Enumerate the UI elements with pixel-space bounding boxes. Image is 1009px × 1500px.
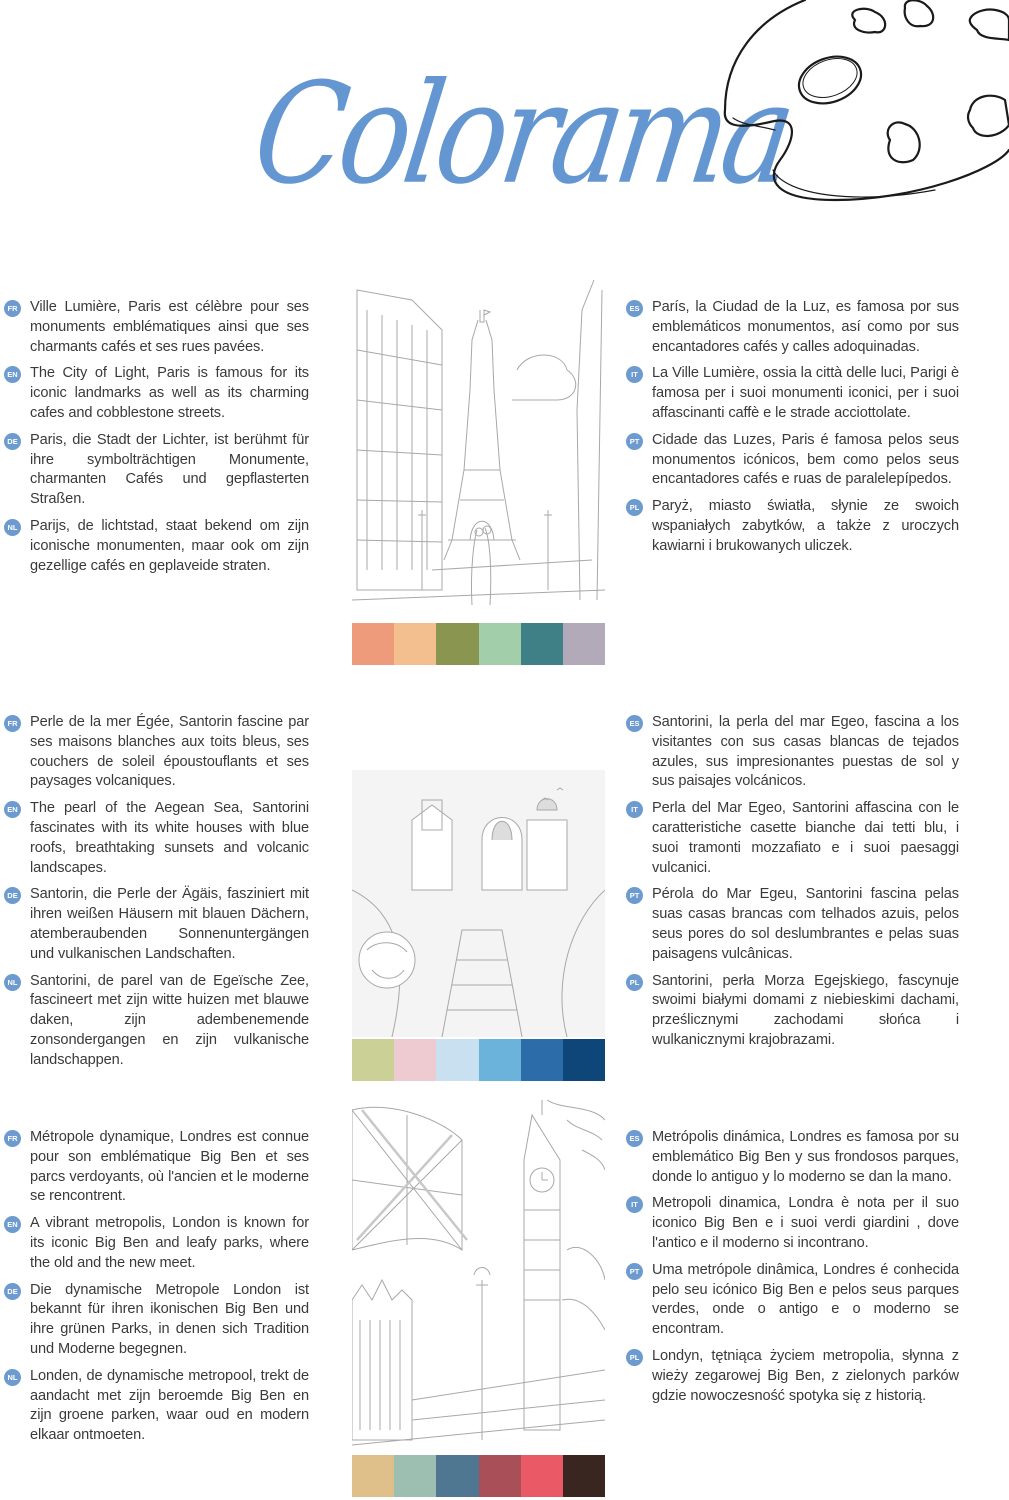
text-column-right	[626, 713, 959, 1058]
description-text: Santorini, perła Morza Egejskiego, fascynuje swoimi białymi domami z niebieskimi dachami, prześlicznymi zachodami słońca i wulkanicznymi krajobrazami.	[652, 972, 959, 1048]
header	[0, 0, 1009, 260]
painter-palette-icon	[715, 0, 1009, 205]
description-entry	[626, 298, 959, 357]
color-swatch	[436, 1039, 478, 1081]
description-text: Perle de la mer Égée, Santorin fascine par ses maisons blanches aux toits bleus, ses couchers de soleil époustouflants et ses paysages volcaniques.	[30, 714, 309, 790]
language-badge-nl: NL	[4, 519, 21, 536]
color-swatch	[436, 623, 478, 665]
description-text: La Ville Lumière, ossia la città delle luci, Parigi è famosa per i suoi monumenti iconici, per i suoi affascinanti caffè e le strade acciottolate.	[652, 365, 959, 421]
color-swatch	[394, 623, 436, 665]
description-text: Pérola do Mar Egeu, Santorini fascina pelas suas casas brancas com telhados azuis, pelos seus pores do sol deslumbrantes e pelas suas paisagens vulcânicas.	[652, 886, 959, 962]
language-badge-es: ES	[626, 1130, 643, 1147]
description-entry	[626, 431, 959, 490]
description-text: Die dynamische Metropole London ist bekannt für ihren ikonischen Big Ben und ihre grünen Parks, in denen sich Tradition und Moderne begegnen.	[30, 1281, 309, 1357]
language-badge-it: IT	[626, 801, 643, 818]
text-column-left	[4, 298, 309, 583]
description-entry	[626, 364, 959, 423]
language-badge-de: DE	[4, 1283, 21, 1300]
language-badge-nl: NL	[4, 1369, 21, 1386]
color-swatch	[479, 1039, 521, 1081]
color-swatch	[563, 623, 605, 665]
language-badge-en: EN	[4, 1216, 21, 1233]
color-swatch	[394, 1039, 436, 1081]
description-entry	[626, 1261, 959, 1340]
description-text: París, la Ciudad de la Luz, es famosa por sus emblemáticos monumentos, así como por sus encantadores cafés y calles adoquinadas.	[652, 299, 959, 355]
color-swatch	[352, 623, 394, 665]
language-badge-en: EN	[4, 801, 21, 818]
language-badge-de: DE	[4, 887, 21, 904]
description-text: A vibrant metropolis, London is known for its iconic Big Ben and leafy parks, where the old and the new meet.	[30, 1215, 309, 1271]
language-badge-pl: PL	[626, 974, 643, 991]
big-ben-union-jack-illustration	[352, 1100, 605, 1452]
color-swatches	[352, 1455, 605, 1497]
language-badge-es: ES	[626, 300, 643, 317]
santorini-village-illustration	[352, 690, 605, 1037]
color-swatch	[394, 1455, 436, 1497]
brand-logo: Colorama	[245, 52, 800, 215]
text-column-left	[4, 1128, 309, 1453]
color-swatches	[352, 623, 605, 665]
language-badge-it: IT	[626, 1196, 643, 1213]
language-badge-pl: PL	[626, 1349, 643, 1366]
color-swatch	[521, 623, 563, 665]
description-entry	[626, 497, 959, 556]
description-text: Paryż, miasto światła, słynie ze swoich wspaniałych zabytków, a także z uroczych kawiarni i brukowanych uliczek.	[652, 498, 959, 554]
description-entry	[4, 364, 309, 423]
color-swatch	[436, 1455, 478, 1497]
text-column-right	[626, 298, 959, 564]
description-entry	[626, 972, 959, 1051]
color-swatch	[521, 1455, 563, 1497]
language-badge-it: IT	[626, 366, 643, 383]
text-column-right	[626, 1128, 959, 1413]
color-swatch	[479, 623, 521, 665]
description-entry	[4, 885, 309, 964]
language-badge-fr: FR	[4, 300, 21, 317]
description-text: Uma metrópole dinâmica, Londres é conhecida pelo seu icónico Big Ben e pelos seus parques verdes, onde o antigo e o moderno se encontram.	[652, 1261, 959, 1338]
color-swatch	[521, 1039, 563, 1081]
description-entry	[4, 713, 309, 792]
description-entry	[626, 885, 959, 964]
description-text: Métropole dynamique, Londres est connue pour son emblématique Big Ben et ses parcs verdoyants, où l'ancien et le moderne se rencontrent.	[30, 1129, 309, 1205]
description-text: Londen, de dynamische metropool, trekt de aandacht met zijn beroemde Big Ben en zijn groene parken, waar oud en modern elkaar ontmoeten.	[30, 1367, 309, 1444]
description-text: Ville Lumière, Paris est célèbre pour ses monuments emblématiques ainsi que ses charmants cafés et ses rues pavées.	[30, 299, 309, 355]
description-entry	[626, 1128, 959, 1187]
language-badge-pt: PT	[626, 433, 643, 450]
description-entry	[4, 1281, 309, 1360]
description-text: Santorin, die Perle der Ägäis, fasziniert mit ihren weißen Häusern mit blauen Dächern, atemberaubenden Sonnenuntergängen und vulkanischen Landschaften.	[30, 886, 309, 962]
description-entry	[626, 1347, 959, 1406]
description-text: Londyn, tętniąca życiem metropolia, słynna z wieży zegarowej Big Ben, z zielonych parków gdzie nowoczesność spotyka się z historią.	[652, 1347, 959, 1404]
description-entry	[626, 799, 959, 878]
language-badge-nl: NL	[4, 974, 21, 991]
description-entry	[4, 1367, 309, 1446]
description-text: Paris, die Stadt der Lichter, ist berühmt für ihre symbolträchtigen Monumente, charmanten Cafés und gepflasterten Straßen.	[30, 431, 309, 508]
text-column-left	[4, 713, 309, 1078]
description-text: Cidade das Luzes, Paris é famosa pelos seus monumentos icónicos, bem como pelos seus encantadores cafés e ruas de paralelepípedos.	[652, 431, 959, 488]
color-swatch	[563, 1455, 605, 1497]
language-badge-es: ES	[626, 715, 643, 732]
language-badge-pt: PT	[626, 1263, 643, 1280]
description-text: The pearl of the Aegean Sea, Santorini fascinates with its white houses with blue roofs, breathtaking sunsets and volcanic landscapes.	[30, 800, 309, 876]
description-text: Metropoli dinamica, Londra è nota per il suo iconico Big Ben e i suoi verdi giardini , dove l'antico e il moderno si incontrano.	[652, 1195, 959, 1251]
description-entry	[626, 1194, 959, 1253]
description-text: Santorini, de parel van de Egeïsche Zee, fascineert met zijn witte huizen met blauwe daken, zijn adembenemende zonsondergangen en zijn vulkanische landschappen.	[30, 972, 309, 1068]
description-entry	[4, 517, 309, 576]
description-entry	[4, 431, 309, 510]
color-swatch	[479, 1455, 521, 1497]
description-text: Metrópolis dinámica, Londres es famosa por su emblemático Big Ben y sus frondosos parques, donde lo antiguo y lo moderno se dan la mano.	[652, 1129, 959, 1185]
color-swatch	[563, 1039, 605, 1081]
language-badge-en: EN	[4, 366, 21, 383]
description-text: Parijs, de lichtstad, staat bekend om zijn iconische monumenten, maar ook om zijn gezellige cafés en geplaveide straten.	[30, 517, 309, 574]
description-entry	[4, 298, 309, 357]
language-badge-fr: FR	[4, 715, 21, 732]
language-badge-de: DE	[4, 433, 21, 450]
language-badge-fr: FR	[4, 1130, 21, 1147]
language-badge-pt: PT	[626, 887, 643, 904]
description-entry	[4, 1214, 309, 1273]
color-swatch	[352, 1455, 394, 1497]
description-entry	[4, 799, 309, 878]
description-entry	[4, 972, 309, 1071]
language-badge-pl: PL	[626, 499, 643, 516]
description-text: The City of Light, Paris is famous for its iconic landmarks as well as its charming cafes and cobblestone streets.	[30, 365, 309, 421]
color-swatches	[352, 1039, 605, 1081]
eiffel-tower-street-illustration	[352, 270, 605, 620]
description-text: Perla del Mar Egeo, Santorini affascina con le caratteristiche casette bianche dai tetti blu, i suoi tramonti mozzafiato e i suoi paesaggi vulcanici.	[652, 800, 959, 876]
color-swatch	[352, 1039, 394, 1081]
description-entry	[4, 1128, 309, 1207]
description-entry	[626, 713, 959, 792]
description-text: Santorini, la perla del mar Egeo, fascina a los visitantes con sus casas blancas de tejados azules, sus impresionantes puestas de sol y sus paisajes volcánicos.	[652, 714, 959, 790]
